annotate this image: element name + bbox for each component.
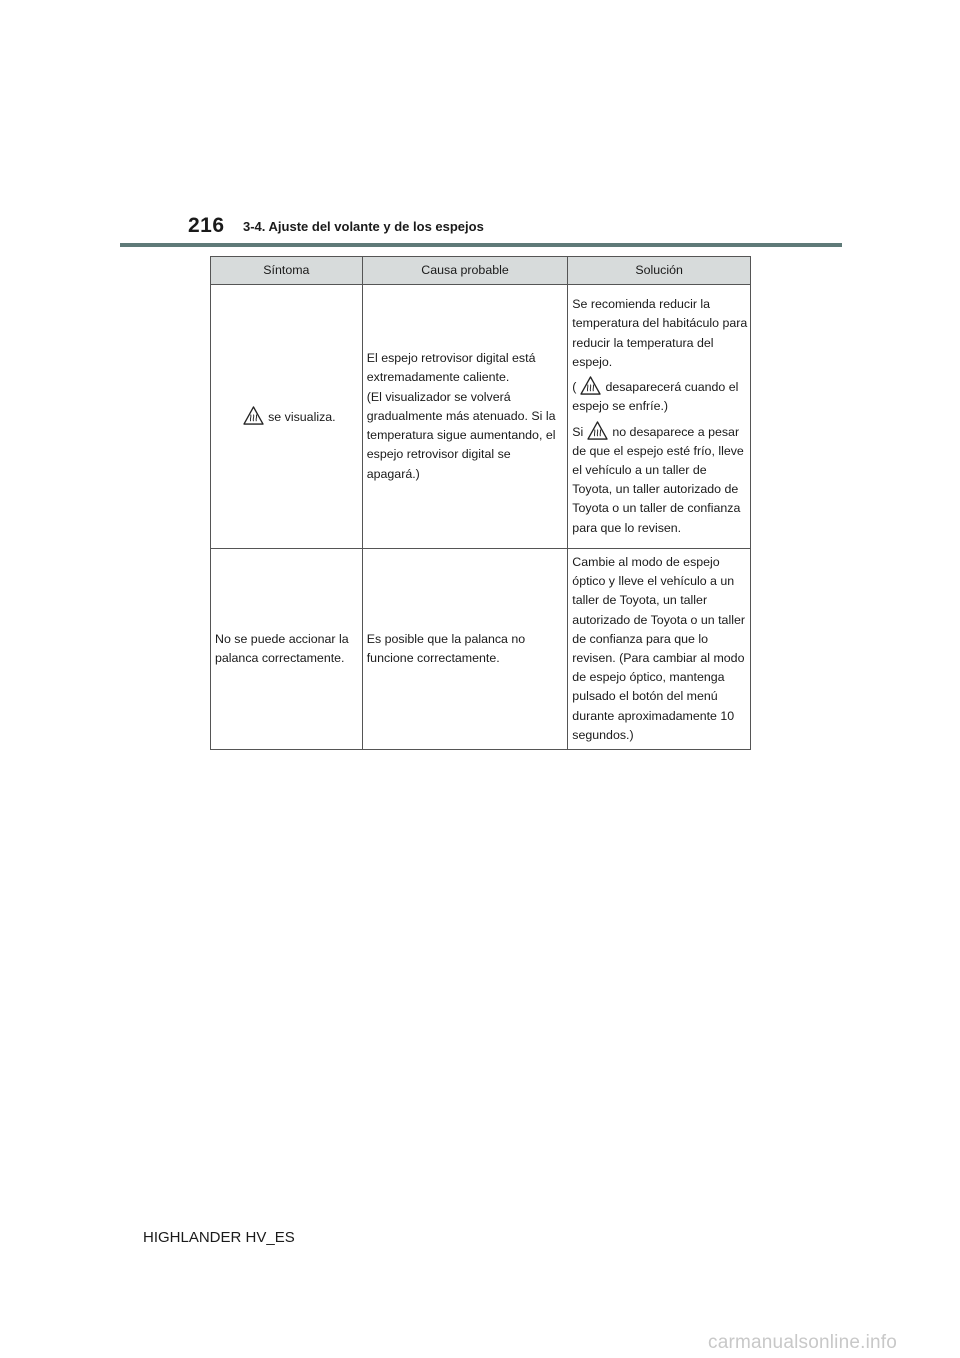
column-header-cause: Causa probable bbox=[362, 257, 568, 285]
watermark: carmanualsonline.info bbox=[708, 1332, 898, 1353]
hot-mirror-warning-icon bbox=[243, 406, 264, 425]
footer-model-name: HIGHLANDER HV_ES bbox=[143, 1229, 295, 1246]
paren-open: ( bbox=[572, 380, 577, 395]
cause-note: (El visualizador se volverá gradualmente más atenuado. Si la temperatura sigue aumentando, el espejo retrovisor digital se apagará.) bbox=[366, 389, 556, 481]
solution-text: no desaparece a pesar de que el espejo esté frío, lleve el vehículo a un taller de Toyota, un taller autorizado de Toyota o un taller de confianza para que lo revisen. bbox=[572, 424, 744, 535]
cause-text: El espejo retrovisor digital está extremadamente caliente. bbox=[366, 351, 536, 385]
symptom-cell bbox=[211, 285, 363, 549]
section-title: 3-4. Ajuste del volante y de los espejos bbox=[243, 219, 484, 234]
column-header-symptom: Síntoma bbox=[211, 257, 363, 285]
symptom-text: se visualiza. bbox=[268, 409, 336, 424]
solution-paragraph bbox=[572, 421, 748, 538]
troubleshooting-table bbox=[210, 256, 751, 750]
header-rule bbox=[120, 243, 842, 247]
table-row bbox=[211, 285, 751, 549]
solution-cell bbox=[568, 285, 751, 549]
table-row bbox=[211, 549, 751, 750]
cause-cell: Es posible que la palanca no funcione correctamente. bbox=[362, 549, 568, 750]
hot-mirror-warning-icon bbox=[580, 376, 601, 395]
solution-cell: Cambie al modo de espejo óptico y lleve el vehículo a un taller de Toyota, un taller autorizado de Toyota o un taller de confianza para que lo revisen. (Para cambiar al modo de espejo óptico, mantenga pulsado el botón del menú durante aproximadamente 10 segundos.) bbox=[568, 549, 751, 750]
cause-cell bbox=[362, 285, 568, 549]
solution-paragraph bbox=[572, 376, 748, 416]
solution-text: desaparecerá cuando el espejo se enfríe.) bbox=[572, 380, 739, 414]
solution-text: Si bbox=[572, 424, 584, 439]
page-number: 216 bbox=[188, 214, 225, 237]
table-header-row bbox=[211, 257, 751, 285]
column-header-solution: Solución bbox=[568, 257, 751, 285]
symptom-cell: No se puede accionar la palanca correctamente. bbox=[211, 549, 363, 750]
hot-mirror-warning-icon bbox=[587, 421, 608, 440]
solution-paragraph: Se recomienda reducir la temperatura del habitáculo para reducir la temperatura del espejo. bbox=[572, 297, 748, 369]
